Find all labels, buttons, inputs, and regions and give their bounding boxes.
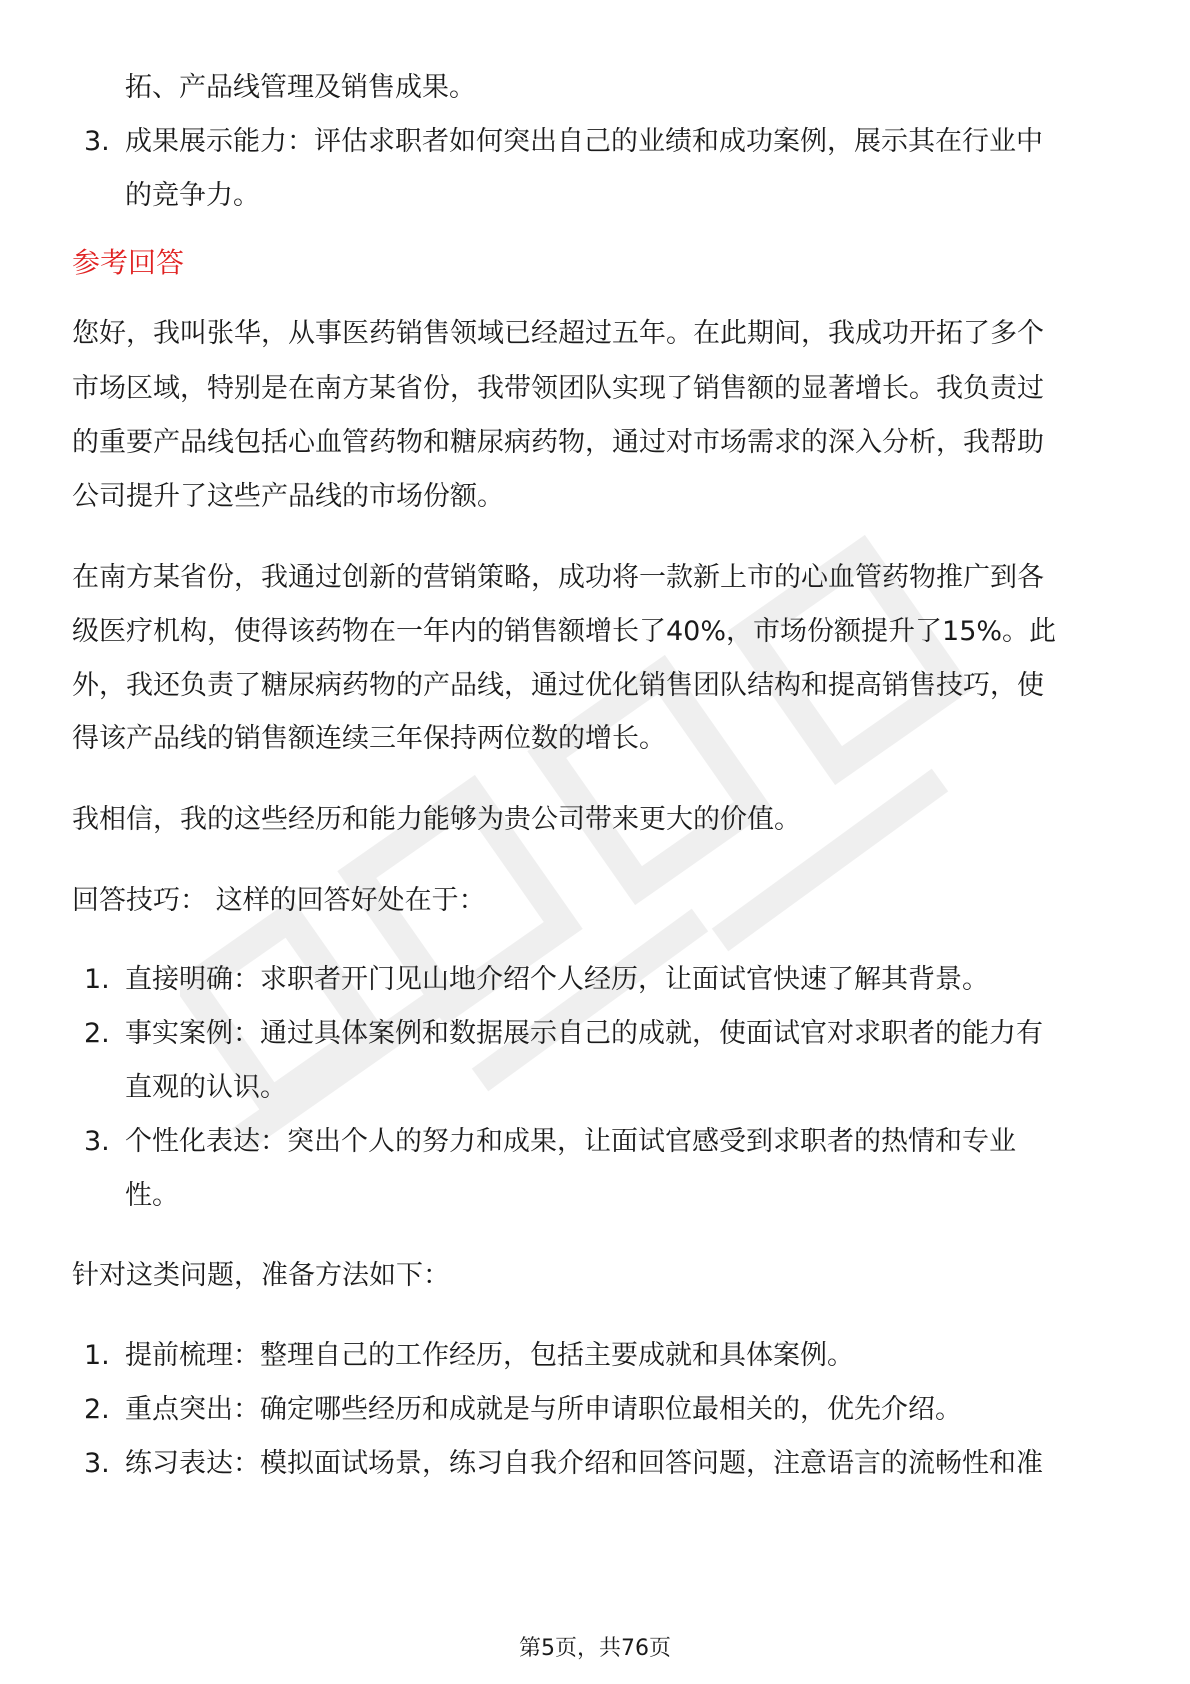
paragraph-line: 在南方某省份，我通过创新的营销策略，成功将一款新上市的心血管药物推广到各 (72, 562, 1044, 593)
list-item-line: 练习表达：模拟面试场景，练习自我介绍和回答问题，注意语言的流畅性和准 (125, 1448, 1043, 1479)
paragraph-line: 外，我还负责了糖尿病药物的产品线，通过优化销售团队结构和提高销售技巧，使 (72, 670, 1044, 701)
page-footer: 第5页，共76页 (519, 1636, 671, 1661)
list-item-line: 事实案例：通过具体案例和数据展示自己的成就，使面试官对求职者的能力有 (125, 1018, 1043, 1049)
paragraph-line: 公司提升了这些产品线的市场份额。 (72, 481, 504, 512)
list-number: 2. (84, 1394, 110, 1425)
list-number: 1. (84, 964, 110, 995)
list-number: 3. (84, 126, 110, 157)
list-item-line: 的竞争力。 (125, 180, 260, 211)
list-number: 3. (84, 1448, 110, 1479)
tips-intro: 回答技巧： 这样的回答好处在于： (72, 885, 486, 916)
reference-answer-heading: 参考回答 (72, 246, 185, 279)
list-item-line: 成果展示能力：评估求职者如何突出自己的业绩和成功案例，展示其在行业中 (125, 126, 1043, 157)
list-item-line: 重点突出：确定哪些经历和成就是与所申请职位最相关的，优先介绍。 (125, 1394, 962, 1425)
list-item-line: 性。 (125, 1180, 179, 1211)
list-number: 1. (84, 1340, 110, 1371)
list-item-line: 提前梳理：整理自己的工作经历，包括主要成就和具体案例。 (125, 1340, 854, 1371)
list-item-continuation: 拓、产品线管理及销售成果。 (125, 72, 476, 103)
paragraph-line: 得该产品线的销售额连续三年保持两位数的增长。 (72, 723, 666, 754)
paragraph-line: 级医疗机构，使得该药物在一年内的销售额增长了40%，市场份额提升了15%。此 (72, 616, 1057, 647)
list-number: 3. (84, 1126, 110, 1157)
list-item-line: 直观的认识。 (125, 1072, 287, 1103)
list-item-line: 直接明确：求职者开门见山地介绍个人经历，让面试官快速了解其背景。 (125, 964, 989, 995)
paragraph-line: 我相信，我的这些经历和能力能够为贵公司带来更大的价值。 (72, 804, 801, 835)
list-item-line: 个性化表达：突出个人的努力和成果，让面试官感受到求职者的热情和专业 (125, 1126, 1016, 1157)
paragraph-line: 市场区域，特别是在南方某省份，我带领团队实现了销售额的显著增长。我负责过 (72, 373, 1044, 404)
prep-intro: 针对这类问题，准备方法如下： (72, 1260, 450, 1291)
paragraph-line: 您好，我叫张华，从事医药销售领域已经超过五年。在此期间，我成功开拓了多个 (72, 318, 1044, 349)
list-number: 2. (84, 1018, 110, 1049)
paragraph-line: 的重要产品线包括心血管药物和糖尿病药物，通过对市场需求的深入分析，我帮助 (72, 427, 1044, 458)
